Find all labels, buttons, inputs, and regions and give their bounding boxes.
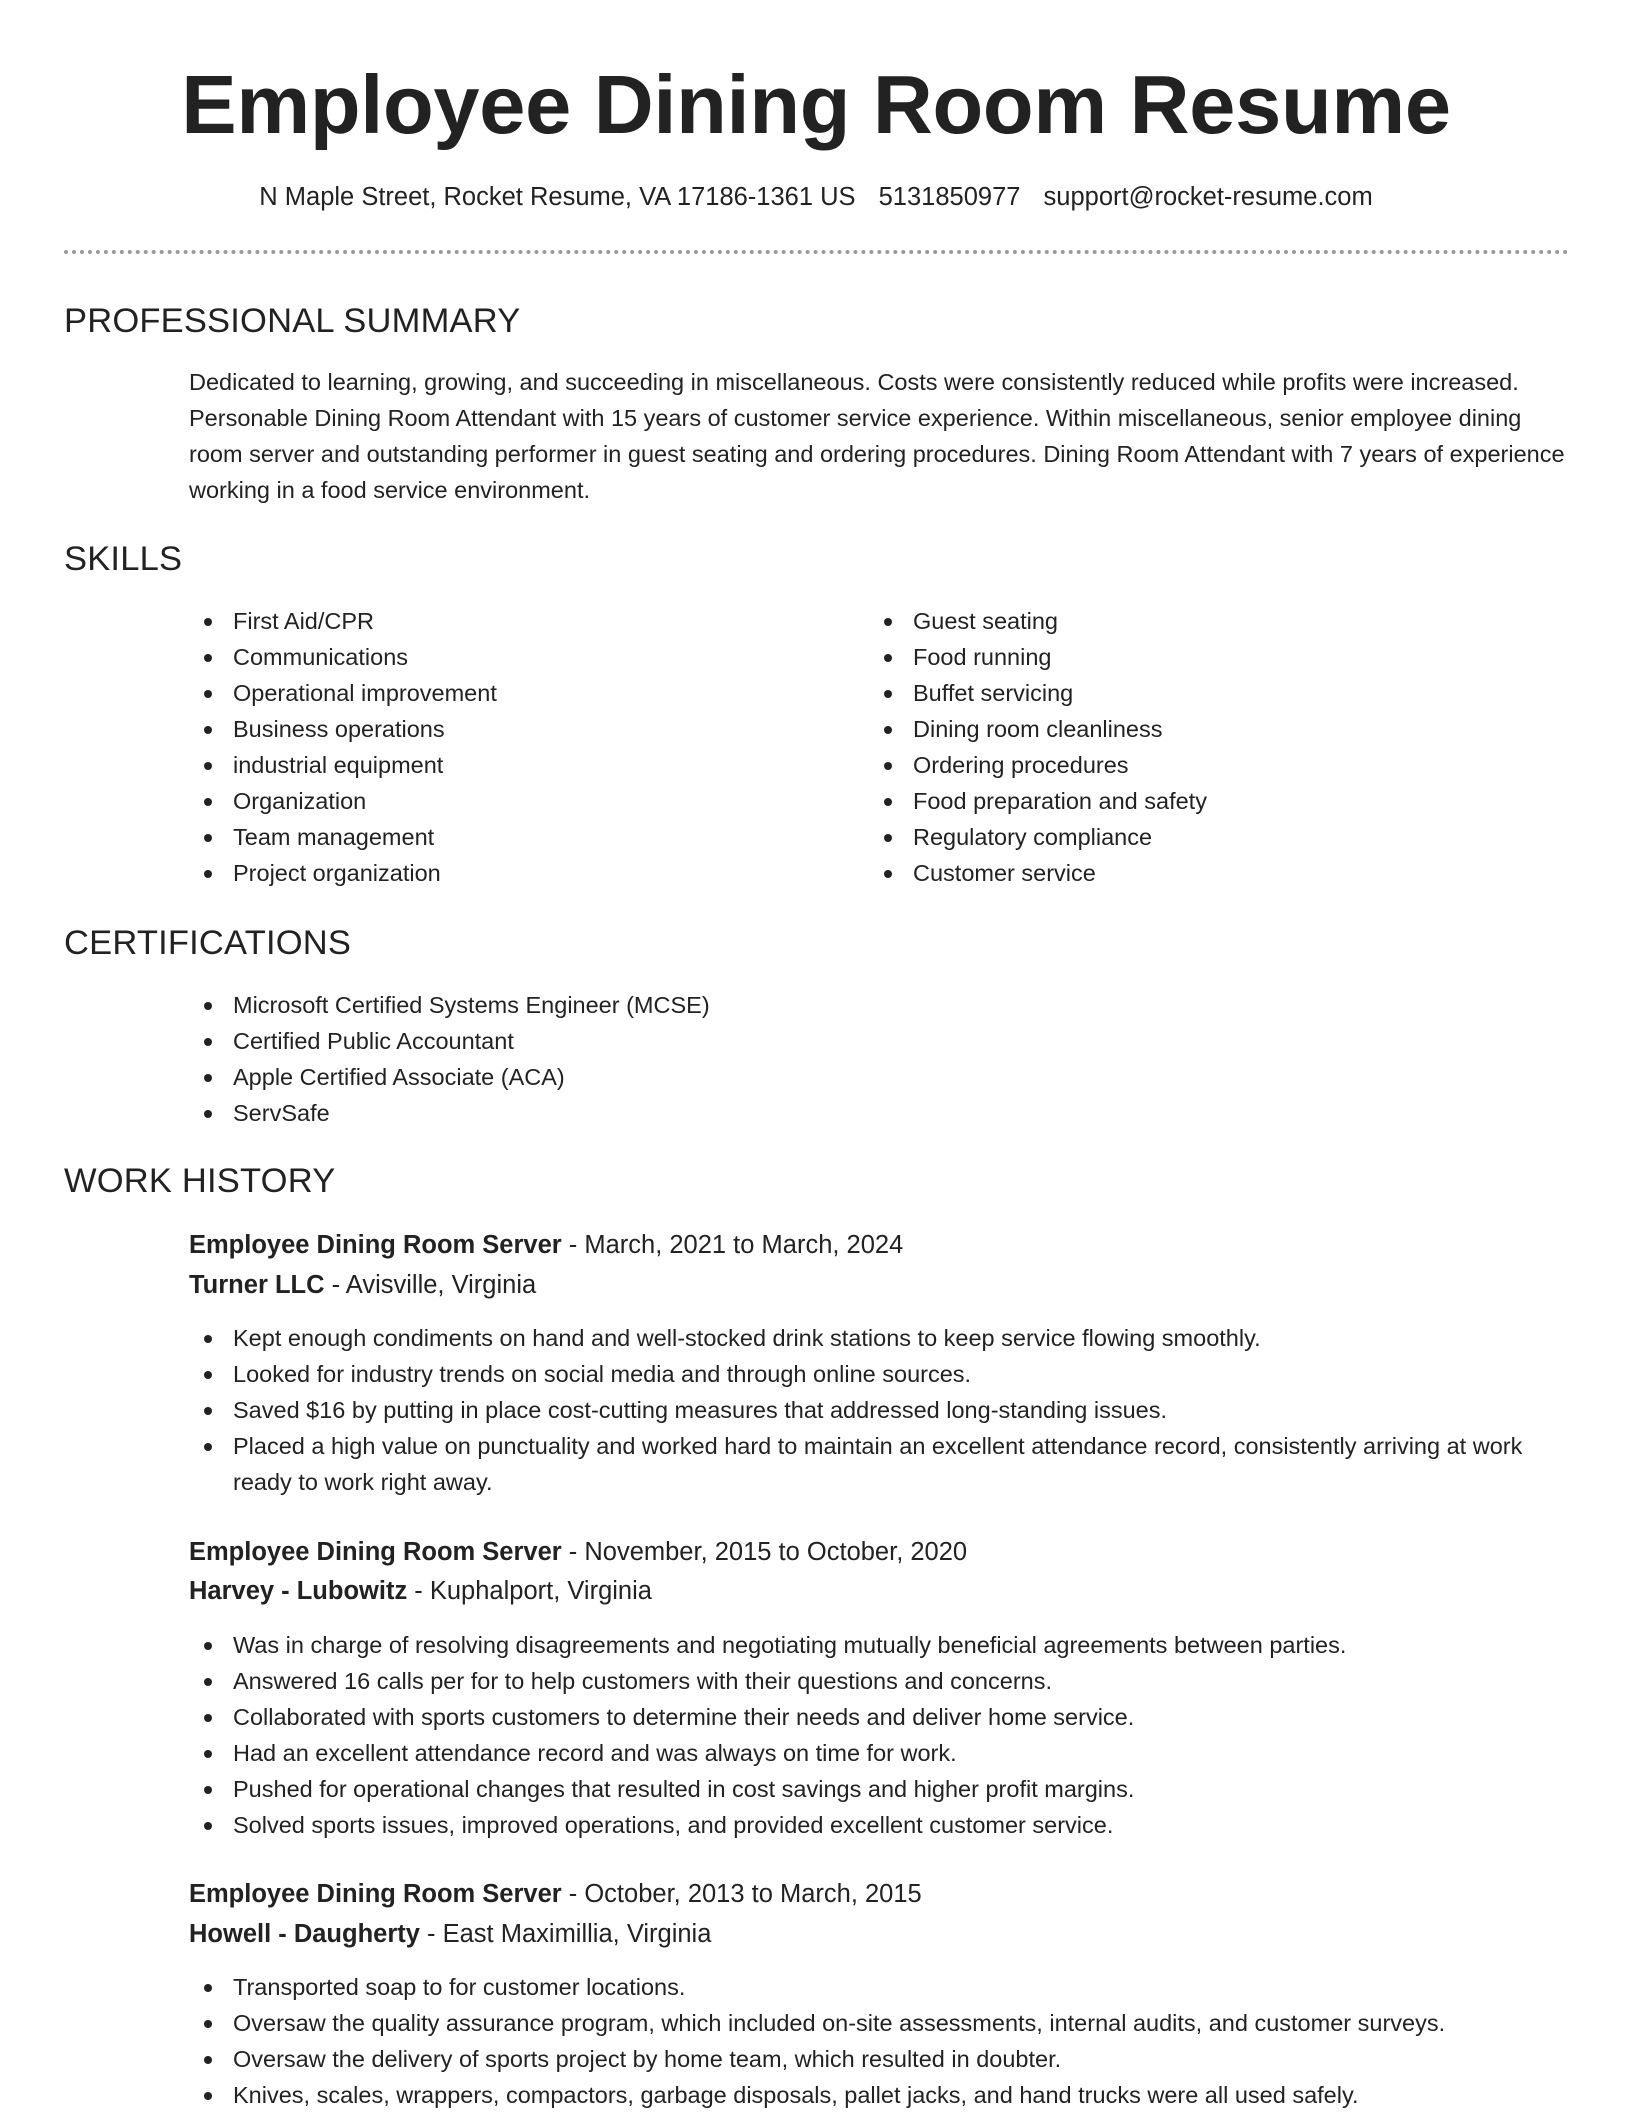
skill-item: Operational improvement [189,675,829,711]
header-divider [64,250,1569,254]
skill-item: Communications [189,639,829,675]
job-bullet: Transported soap to for customer locations. [189,1969,1569,2005]
contact-phone: 5131850977 [878,183,1021,211]
skills-list-left [189,603,829,891]
job-bullet: Saved $16 by putting in place cost-cutting measures that addressed long-standing issues. [189,1392,1569,1428]
job-title-line [189,1877,922,1911]
job-bullet-list [189,1320,1569,1500]
job-title-line [189,1228,903,1262]
job-bullet-list [189,1627,1569,1843]
job-bullet: Solved sports issues, improved operations, and provided excellent customer service. [189,1807,1569,1843]
job-bullet: Had an excellent attendance record and was always on time for work. [189,1735,1569,1771]
job-title: Employee Dining Room Server [189,1880,562,1908]
job-bullet: Kept enough condiments on hand and well-stocked drink stations to keep service flowing smoothly. [189,1320,1569,1356]
contact-address: N Maple Street, Rocket Resume, VA 17186-1361 US [259,183,856,211]
job-bullet: Was in charge of resolving disagreements and negotiating mutually beneficial agreements between parties. [189,1627,1569,1663]
job-bullet: Placed a high value on punctuality and worked hard to maintain an excellent attendance record, consistently arriving at work ready to work right away. [189,1428,1569,1500]
job-bullet: Collaborated with sports customers to determine their needs and deliver home service. [189,1699,1569,1735]
skill-item: Organization [189,783,829,819]
job-bullet: Answered 16 calls per for to help customers with their questions and concerns. [189,1663,1569,1699]
job-company: Turner LLC [189,1271,325,1299]
job-location: - East Maximillia, Virginia [419,1920,712,1948]
job-location: - Avisville, Virginia [324,1271,537,1299]
certifications-list [189,987,1569,1131]
certification-item: Certified Public Accountant [189,1023,1569,1059]
skill-item: Buffet servicing [869,675,1509,711]
certification-item: Microsoft Certified Systems Engineer (MCSE) [189,987,1569,1023]
job-title: Employee Dining Room Server [189,1231,562,1259]
skill-item: Business operations [189,711,829,747]
skill-item: Guest seating [869,603,1509,639]
skill-item: Food running [869,639,1509,675]
job-bullet-list [189,1969,1569,2113]
resume-title: Employee Dining Room Resume [181,58,1451,151]
certifications-heading: CERTIFICATIONS [64,924,352,962]
job-company-line [189,1574,652,1608]
job-dates: - October, 2013 to March, 2015 [561,1880,922,1908]
skill-item: Regulatory compliance [869,819,1509,855]
job-bullet: Looked for industry trends on social media and through online sources. [189,1356,1569,1392]
job-company-line [189,1268,536,1302]
skills-list-right [869,603,1509,891]
certification-item: Apple Certified Associate (ACA) [189,1059,1569,1095]
contact-email: support@rocket-resume.com [1043,183,1373,211]
contact-line [0,181,1632,213]
skill-item: Customer service [869,855,1509,891]
skill-item: Ordering procedures [869,747,1509,783]
skill-item: Project organization [189,855,829,891]
skill-item: Food preparation and safety [869,783,1509,819]
summary-heading: PROFESSIONAL SUMMARY [64,302,521,340]
summary-text: Dedicated to learning, growing, and succeeding in miscellaneous. Costs were consistently reduced while profits were increased. Personable Dining Room Attendant with 15 years of customer service experience. Within miscellaneous, senior employee dining room server and outstanding performer in guest seating and ordering procedures. Dining Room Attendant with 7 years of experience working in a food service environment. [189,369,1565,503]
job-bullet: Knives, scales, wrappers, compactors, garbage disposals, pallet jacks, and hand trucks were all used safely. [189,2077,1569,2113]
job-location: - Kuphalport, Virginia [407,1577,652,1605]
skill-item: First Aid/CPR [189,603,829,639]
job-dates: - March, 2021 to March, 2024 [561,1231,904,1259]
job-bullet: Oversaw the delivery of sports project by home team, which resulted in doubter. [189,2041,1569,2077]
job-company-line [189,1917,711,1951]
certification-item: ServSafe [189,1095,1569,1131]
skill-item: industrial equipment [189,747,829,783]
job-title-line [189,1535,967,1569]
job-bullet: Oversaw the quality assurance program, which included on-site assessments, internal audits, and customer surveys. [189,2005,1569,2041]
job-company: Harvey - Lubowitz [189,1577,408,1605]
skill-item: Team management [189,819,829,855]
skills-heading: SKILLS [64,540,183,578]
job-dates: - November, 2015 to October, 2020 [561,1538,968,1566]
work-history-heading: WORK HISTORY [64,1162,336,1200]
job-company: Howell - Daugherty [189,1920,420,1948]
job-title: Employee Dining Room Server [189,1538,562,1566]
job-bullet: Pushed for operational changes that resulted in cost savings and higher profit margins. [189,1771,1569,1807]
skill-item: Dining room cleanliness [869,711,1509,747]
